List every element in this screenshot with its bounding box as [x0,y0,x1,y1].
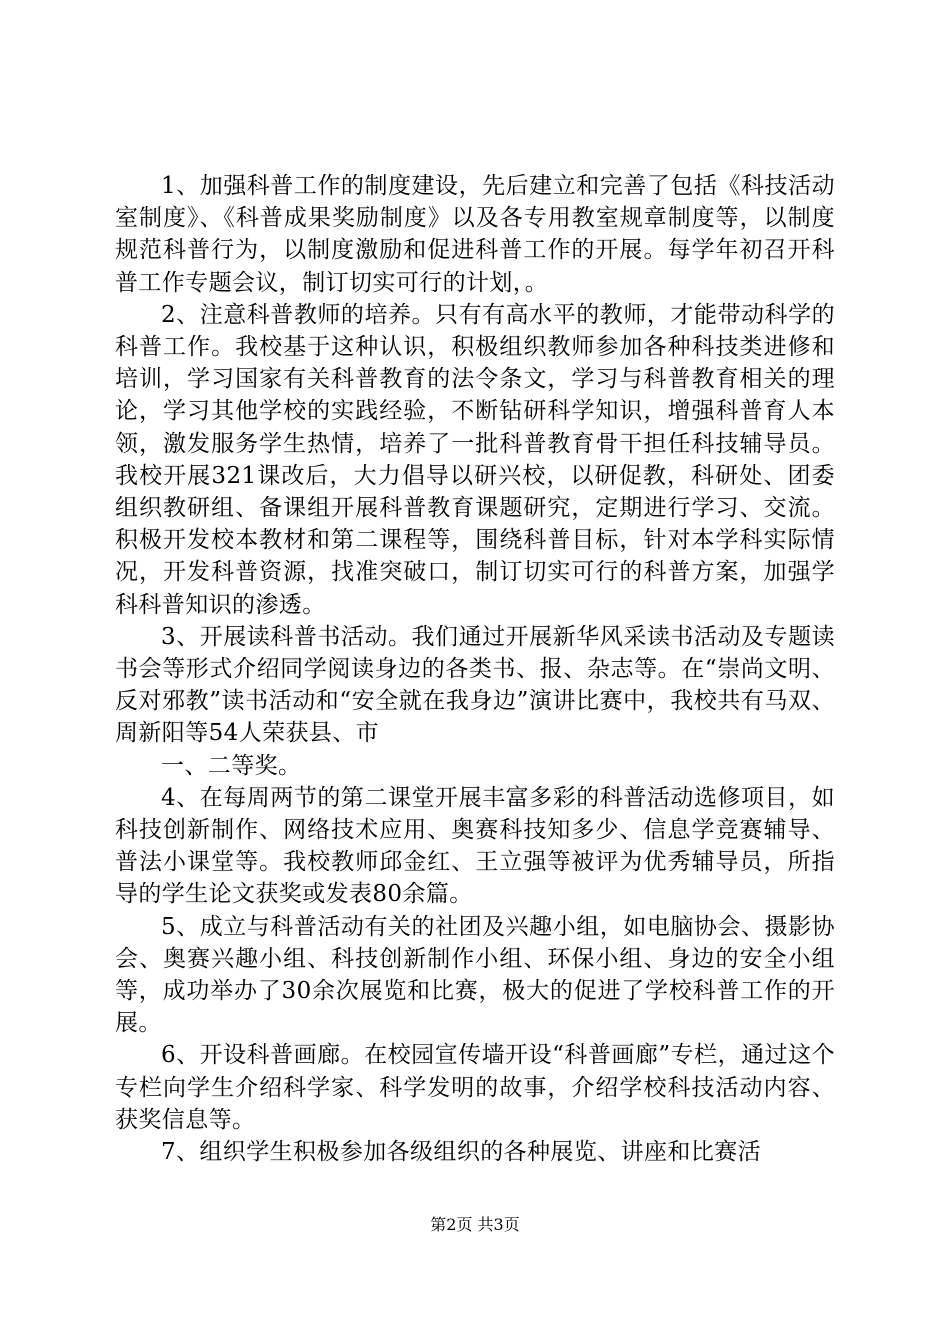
paragraph-3-continuation: 一、二等奖。 [161,752,302,779]
paragraph-5: 5、成立与科普活动有关的社团及兴趣小组，如电脑协会、摄影协会、奥赛兴趣小组、科技创新制作小组、环保小组、身边的安全小组等，成功举办了30余次展览和比赛，极大的促进了学校科普工作的开展。 [115,913,835,1037]
paragraph-7: 7、组织学生积极参加各级组织的各种展览、讲座和比赛活 [161,1139,762,1166]
paragraph-2: 2、注意科普教师的培养。只有有高水平的教师，才能带动科学的科普工作。我校基于这种认识，积极组织教师参加各种科技类进修和培训，学习国家有关科普教育的法令条文，学习与科普教育相关的理论，学习其他学校的实践经验，不断钻研科学知识，增强科普育人本领，激发服务学生热情，培养了一批科普教育骨干担任科技辅导员。我校开展321课改后，大力倡导以研兴校，以研促教，科研处、团委组织教研组、备课组开展科普教育课题研究，定期进行学习、交流。积极开发校本教材和第二课程等，围绕科普目标，针对本学科实际情况，开发科普资源，找准突破口，制订切实可行的科普方案，加强学科科普知识的渗透。 [115,301,835,618]
paragraph-1: 1、加强科普工作的制度建设，先后建立和完善了包括《科技活动室制度》、《科普成果奖励制度》以及各专用教室规章制度等，以制度规范科普行为，以制度激励和促进科普工作的开展。每学年初召开科普工作专题会议，制订切实可行的计划，。 [115,173,835,296]
page-number-footer: 第2页 共3页 [430,1215,520,1234]
paragraph-4: 4、在每周两节的第二课堂开展丰富多彩的科普活动选修项目，如科技创新制作、网络技术应用、奥赛科技知多少、信息学竞赛辅导、普法小课堂等。我校教师邱金红、王立强等被评为优秀辅导员，所指导的学生论文获奖或发表80余篇。 [115,784,835,908]
paragraph-3: 3、开展读科普书活动。我们通过开展新华风采读书活动及专题读书会等形式介绍同学阅读身边的各类书、报、杂志等。在“崇尚文明、反对邪教”读书活动和“安全就在我身边”演讲比赛中，我校共有马双、周新阳等54人荣获县、市 [115,623,835,747]
document-body [115,170,835,1168]
paragraph-6: 6、开设科普画廊。在校园宣传墙开设“科普画廊”专栏，通过这个专栏向学生介绍科学家、科学发明的故事，介绍学校科技活动内容、获奖信息等。 [115,1042,835,1133]
